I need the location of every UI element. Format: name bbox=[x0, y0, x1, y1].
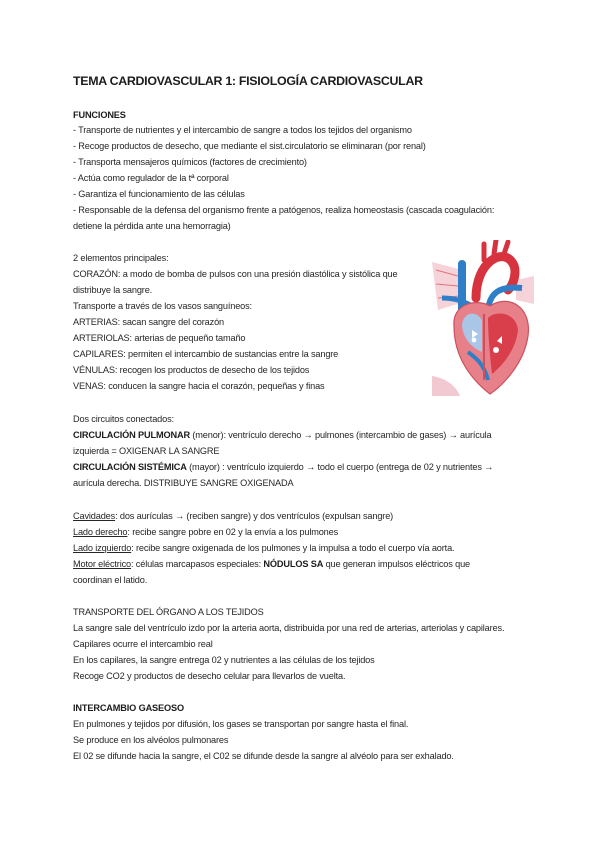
elementos-line: CORAZÓN: a modo de bomba de pulsos con una presión diastólica y sistólica que bbox=[73, 269, 398, 279]
circulacion-pulmonar-text: (menor): ventrículo derecho → pulmones (intercambio de gases) → aurícula bbox=[189, 430, 492, 440]
transporte-line: Capilares ocurre el intercambio real bbox=[73, 639, 213, 649]
funciones-item: - Responsable de la defensa del organismo frente a patógenos, realiza homeostasis (cascada coagulación: bbox=[73, 205, 495, 215]
cavidades-text: : dos aurículas → (reciben sangre) y dos ventrículos (expulsan sangre) bbox=[115, 511, 394, 521]
circuito-pulmonar bbox=[73, 429, 492, 441]
motor-electrico-text: : células marcapasos especiales: bbox=[131, 559, 264, 569]
transporte-heading: TRANSPORTE DEL ÓRGANO A LOS TEJIDOS bbox=[73, 607, 264, 617]
circuito-pulmonar-cont: izquierda = OXIGENAR LA SANGRE bbox=[73, 446, 220, 456]
motor-electrico-rest: que generan impulsos eléctricos que bbox=[323, 559, 470, 569]
intercambio-heading: INTERCAMBIO GASEOSO bbox=[73, 703, 184, 713]
transporte-line: La sangre sale del ventrículo izdo por la arteria aorta, distribuida por una red de arterias, arteriolas y capilares. bbox=[73, 623, 505, 633]
elementos-line: Transporte a través de los vasos sanguíneos: bbox=[73, 301, 252, 311]
cavidades-label: Cavidades bbox=[73, 511, 116, 521]
page-title: TEMA CARDIOVASCULAR 1: FISIOLOGÍA CARDIOVASCULAR bbox=[73, 74, 423, 88]
lado-izquierdo-label: Lado izquierdo bbox=[73, 543, 132, 553]
funciones-item: detiene la pérdida ante una hemorragia) bbox=[73, 221, 231, 231]
motor-electrico-cont: coordinan el latido. bbox=[73, 575, 148, 585]
elementos-line: 2 elementos principales: bbox=[73, 253, 169, 263]
circulacion-sistemica-text: (mayor) : ventrículo izquierdo → todo el cuerpo (entrega de 02 y nutrientes → bbox=[186, 462, 494, 472]
motor-electrico-label: Motor eléctrico bbox=[73, 559, 131, 569]
elementos-line: ARTERIAS: sacan sangre del corazón bbox=[73, 317, 224, 327]
lado-derecho-text: : recibe sangre pobre en 02 y la envía a los pulmones bbox=[127, 527, 339, 537]
funciones-item: - Recoge productos de desecho, que mediante el sist.circulatorio se eliminaran (por renal) bbox=[73, 141, 426, 151]
circulacion-pulmonar-label: CIRCULACIÓN PULMONAR bbox=[73, 430, 190, 440]
circuitos-intro: Dos circuitos conectados: bbox=[73, 414, 174, 424]
intercambio-line: Se produce en los alvéolos pulmonares bbox=[73, 735, 229, 745]
transporte-line: En los capilares, la sangre entrega 02 y nutrientes a las células de los tejidos bbox=[73, 655, 375, 665]
elementos-line: ARTERIOLAS: arterias de pequeño tamaño bbox=[73, 333, 246, 343]
funciones-heading: FUNCIONES bbox=[73, 110, 126, 120]
lado-izquierdo-text: : recibe sangre oxigenada de los pulmones y la impulsa a todo el cuerpo vía aorta. bbox=[131, 543, 455, 553]
circuito-sistemico bbox=[73, 461, 493, 473]
motor-electrico-line bbox=[73, 558, 470, 570]
lado-izquierdo-line bbox=[73, 542, 454, 554]
cavidades-line bbox=[73, 510, 393, 522]
lado-derecho-label: Lado derecho bbox=[73, 527, 128, 537]
intercambio-line: En pulmones y tejidos por difusión, los gases se transportan por sangre hasta el final. bbox=[73, 719, 409, 729]
funciones-item: - Actúa como regulador de la tª corporal bbox=[73, 173, 229, 183]
heart-diagram-illustration bbox=[432, 240, 534, 396]
funciones-item: - Transporta mensajeros químicos (factores de crecimiento) bbox=[73, 157, 307, 167]
funciones-item: - Transporte de nutrientes y el intercambio de sangre a todos los tejidos del organismo bbox=[73, 125, 412, 135]
lado-derecho-line bbox=[73, 526, 338, 538]
funciones-item: - Garantiza el funcionamiento de las células bbox=[73, 189, 245, 199]
elementos-line: distribuye la sangre. bbox=[73, 285, 153, 295]
elementos-line: VÉNULAS: recogen los productos de desecho de los tejidos bbox=[73, 365, 310, 375]
circulacion-sistemica-label: CIRCULACIÓN SISTÉMICA bbox=[73, 462, 187, 472]
nodulos-sa-label: NÓDULOS SA bbox=[263, 559, 324, 569]
intercambio-line: El 02 se difunde hacia la sangre, el C02 se difunde desde la sangre al alvéolo para ser exhalado. bbox=[73, 751, 454, 761]
elementos-line: CAPILARES: permiten el intercambio de sustancias entre la sangre bbox=[73, 349, 339, 359]
circuito-sistemico-cont: aurícula derecha. DISTRIBUYE SANGRE OXIGENADA bbox=[73, 478, 294, 488]
elementos-line: VENAS: conducen la sangre hacia el corazón, pequeñas y finas bbox=[73, 381, 325, 391]
transporte-line: Recoge CO2 y productos de desecho celular para llevarlos de vuelta. bbox=[73, 671, 346, 681]
